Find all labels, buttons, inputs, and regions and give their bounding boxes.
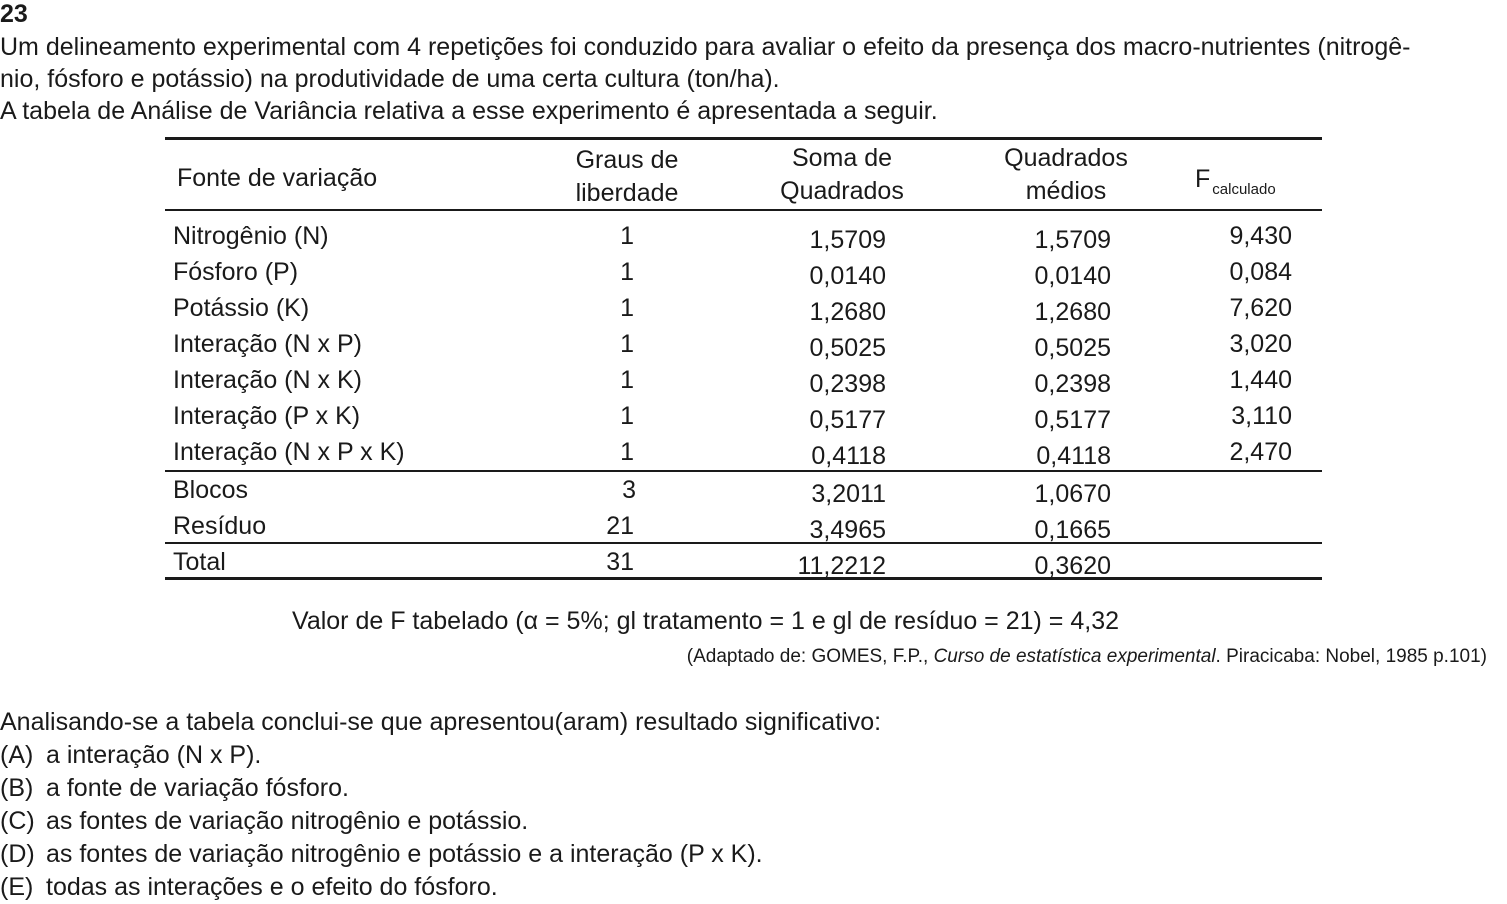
option-text: as fontes de variação nitrogênio e potássio. [46, 807, 529, 835]
header-degrees-freedom: Graus de liberdade [575, 146, 679, 207]
option-e[interactable] [0, 871, 763, 904]
table-row: Fósforo (P) 1 0,0140 0,0140 0,084 [173, 258, 1292, 290]
option-letter: (B) [0, 774, 34, 802]
option-text: a interação (N x P). [46, 741, 262, 769]
question-number: 23 [0, 0, 28, 28]
option-d[interactable] [0, 838, 763, 871]
anova-table [165, 137, 1322, 579]
table-top-rule [165, 137, 1322, 140]
question-intro [0, 31, 1500, 127]
option-b[interactable] [0, 772, 763, 805]
option-c[interactable] [0, 805, 763, 838]
option-text: as fontes de variação nitrogênio e potássio e a interação (P x K). [46, 840, 763, 868]
intro-line: A tabela de Análise de Variância relativa a esse experimento é apresentada a seguir. [0, 97, 938, 125]
f-tabulated-note: Valor de F tabelado (α = 5%; gl tratamento = 1 e gl de resíduo = 21) = 4,32 [292, 607, 1120, 635]
table-row: Interação (N x P) 1 0,5025 0,5025 3,020 [173, 330, 1292, 362]
intro-line: nio, fósforo e potássio) na produtividade de uma certa cultura (ton/ha). [0, 65, 780, 93]
table-row: Potássio (K) 1 1,2680 1,2680 7,620 [173, 294, 1292, 326]
option-letter: (A) [0, 741, 34, 769]
table-header-rule [165, 209, 1322, 211]
source-citation: (Adaptado de: GOMES, F.P., Curso de estatística experimental. Piracicaba: Nobel, 1985 p.101) [686, 646, 1487, 667]
table-row: Blocos 3 3,2011 1,0670 [173, 476, 1111, 508]
table-row: Interação (N x P x K) 1 0,4118 0,4118 2,470 [173, 438, 1292, 470]
table-row: Interação (N x K) 1 0,2398 0,2398 1,440 [173, 366, 1292, 398]
answer-options [0, 739, 763, 904]
option-letter: (D) [0, 840, 35, 868]
question-stem: Analisando-se a tabela conclui-se que apresentou(aram) resultado significativo: [0, 708, 882, 736]
header-mean-squares: Quadrados médios [1004, 144, 1128, 205]
option-letter: (C) [0, 807, 35, 835]
header-sum-squares: Soma de Quadrados [780, 144, 904, 205]
header-source: Fonte de variação [177, 164, 378, 192]
option-text: a fonte de variação fósforo. [46, 774, 349, 802]
intro-line: Um delineamento experimental com 4 repetições foi conduzido para avaliar o efeito da presença dos macro-nutrientes (nitrogê- [0, 33, 1411, 61]
table-row-total: Total 31 11,2212 0,3620 [173, 548, 1111, 580]
table-row: Nitrogênio (N) 1 1,5709 1,5709 9,430 [173, 222, 1292, 254]
header-f-calculated: F $_{calculado}$ [1195, 165, 1276, 198]
option-text: todas as interações e o efeito do fósforo. [46, 873, 498, 901]
option-letter: (E) [0, 873, 34, 901]
table-row: Resíduo 21 3,4965 0,1665 [173, 512, 1111, 544]
table-row: Interação (P x K) 1 0,5177 0,5177 3,110 [173, 402, 1292, 434]
option-a[interactable] [0, 739, 763, 772]
